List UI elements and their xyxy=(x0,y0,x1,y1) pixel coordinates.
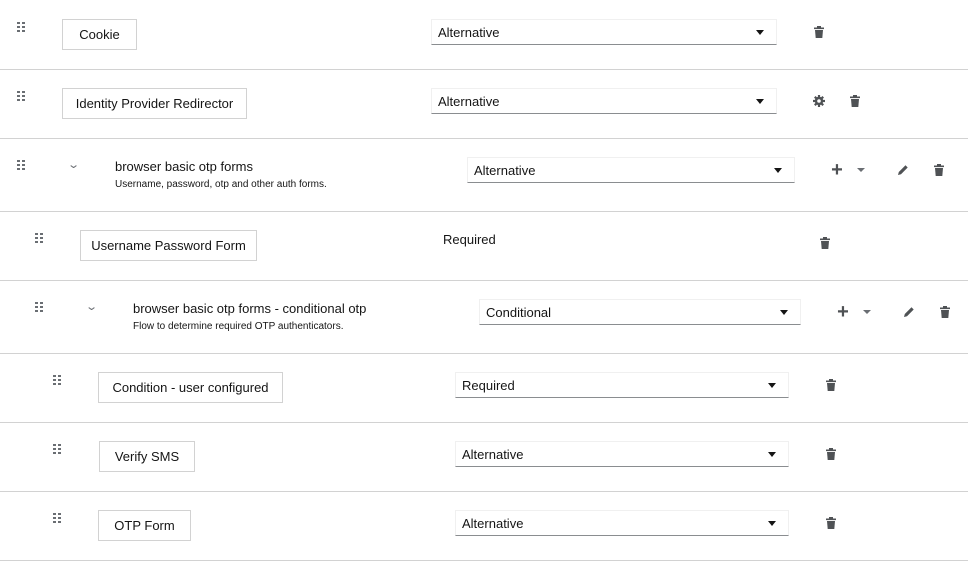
trash-icon[interactable] xyxy=(938,305,952,319)
flow-row xyxy=(0,423,968,492)
step-name[interactable]: OTP Form xyxy=(98,510,191,541)
caret-down-icon xyxy=(756,99,764,104)
drag-handle-icon[interactable] xyxy=(35,233,43,243)
requirement-value: Alternative xyxy=(462,446,524,462)
flow-row xyxy=(0,354,968,423)
drag-handle-icon[interactable] xyxy=(53,444,61,454)
caret-down-icon xyxy=(768,383,776,388)
flow-row xyxy=(0,492,968,561)
requirement-select[interactable] xyxy=(455,441,789,467)
step-name[interactable]: Cookie xyxy=(62,19,137,50)
subflow-description: Username, password, otp and other auth forms. xyxy=(115,179,327,190)
add-icon[interactable]: + xyxy=(831,159,843,181)
requirement-value: Alternative xyxy=(462,515,524,531)
drag-handle-icon[interactable] xyxy=(53,513,61,523)
trash-icon[interactable] xyxy=(824,378,838,392)
requirement-select[interactable] xyxy=(479,299,801,325)
requirement-value: Conditional xyxy=(486,304,552,320)
flow-row xyxy=(0,70,968,139)
flow-row xyxy=(0,0,968,70)
caret-down-icon xyxy=(768,452,776,457)
chevron-down-icon[interactable]: ⌄ xyxy=(67,159,81,171)
trash-icon[interactable] xyxy=(848,94,862,108)
requirement-select[interactable] xyxy=(455,510,789,536)
step-name[interactable]: Identity Provider Redirector xyxy=(62,88,247,119)
pencil-icon[interactable] xyxy=(896,163,910,177)
requirement-value: Alternative xyxy=(438,24,500,40)
step-name[interactable]: Verify SMS xyxy=(99,441,195,472)
trash-icon[interactable] xyxy=(812,25,826,39)
requirement-select[interactable] xyxy=(431,19,777,45)
pencil-icon[interactable] xyxy=(902,305,916,319)
flow-row xyxy=(0,212,968,281)
add-icon[interactable]: + xyxy=(837,301,849,323)
requirement-text: Required xyxy=(443,232,496,247)
subflow-title: browser basic otp forms - conditional otp xyxy=(133,301,367,316)
requirement-value: Alternative xyxy=(438,93,500,109)
chevron-down-icon[interactable]: ⌄ xyxy=(85,301,99,313)
drag-handle-icon[interactable] xyxy=(17,91,25,101)
drag-handle-icon[interactable] xyxy=(17,160,25,170)
gear-icon[interactable] xyxy=(812,94,826,108)
caret-down-icon xyxy=(756,30,764,35)
drag-handle-icon[interactable] xyxy=(17,22,25,32)
trash-icon[interactable] xyxy=(824,516,838,530)
add-dropdown-caret-icon[interactable] xyxy=(854,163,868,177)
add-dropdown-caret-icon[interactable] xyxy=(860,305,874,319)
flow-row xyxy=(0,281,968,354)
caret-down-icon xyxy=(780,310,788,315)
requirement-select[interactable] xyxy=(431,88,777,114)
requirement-value: Alternative xyxy=(474,162,536,178)
subflow-description: Flow to determine required OTP authenticators. xyxy=(133,321,344,332)
requirement-value: Required xyxy=(462,377,515,393)
caret-down-icon xyxy=(768,521,776,526)
caret-down-icon xyxy=(774,168,782,173)
trash-icon[interactable] xyxy=(824,447,838,461)
requirement-select[interactable] xyxy=(455,372,789,398)
drag-handle-icon[interactable] xyxy=(35,302,43,312)
trash-icon[interactable] xyxy=(818,236,832,250)
step-name[interactable]: Condition - user configured xyxy=(98,372,283,403)
flow-row xyxy=(0,139,968,212)
subflow-title: browser basic otp forms xyxy=(115,159,253,174)
drag-handle-icon[interactable] xyxy=(53,375,61,385)
trash-icon[interactable] xyxy=(932,163,946,177)
requirement-select[interactable] xyxy=(467,157,795,183)
step-name[interactable]: Username Password Form xyxy=(80,230,257,261)
